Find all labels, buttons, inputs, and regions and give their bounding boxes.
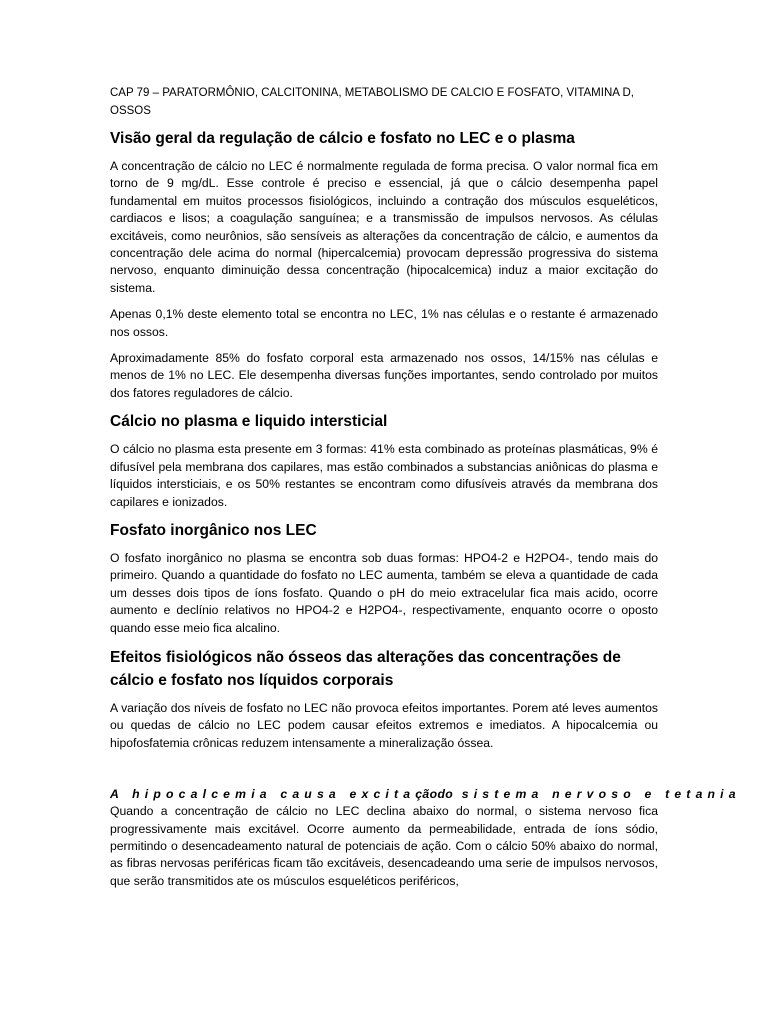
section-overview [110,128,658,402]
emphasis-title-part: A hipocalcemia causa excita [110,787,416,802]
emphasis-title [110,786,741,803]
emphasis-title-part: sistema nervoso e tetania [453,787,741,802]
section-title: Visão geral da regulação de cálcio e fosfato no LEC e o plasma [110,130,575,147]
paragraph: A variação dos níveis de fosfato no LEC não provoca efeitos importantes. Porem até leves aumentos ou quedas de cálcio no LEC podem causar efeitos extremos e imediatos. A hipocalcemia ou hipofosfatemia crônicas reduzem intensamente a mineralização óssea. [110,700,658,750]
document-content [110,84,741,899]
paragraph: Aproximadamente 85% do fosfato corporal esta armazenado nos ossos, 14/15% nas células e menos de 1% no LEC. Ele desempenha diversas funções importantes, sendo controlado por muitos dos fatores reguladores de cálcio. [110,351,658,400]
section-phosphate [110,520,658,637]
paragraph: O fosfato inorgânico no plasma se encontra sob duas formas: HPO4-2 e H2PO4-, tendo mais do primeiro. Quando a quantidade do fosfato no LEC aumenta, também se eleva a quantidade de cada um desses dois tipos de íons fosfato. Quando o pH do meio extracelular fica mais acido, ocorre aumento e declínio relativos no HPO4-2 e H2PO4-, respectivamente, enquanto ocorre o oposto quando esse meio fica alcalino. [110,550,658,635]
chapter-header: CAP 79 – PARATORMÔNIO, CALCITONINA, METABOLISMO DE CALCIO E FOSFATO, VITAMINA D, OSSOS [110,87,634,117]
paragraph: Apenas 0,1% deste elemento total se encontra no LEC, 1% nas células e o restante é armazenado nos ossos. [110,307,658,339]
paragraph: O cálcio no plasma esta presente em 3 formas: 41% esta combinado as proteínas plasmáticas, 9% é difusível pela membrana dos capilares, mas estão combinados a substancias aniônicas do plasma e líquidos intersticiais, e os 50% restantes se encontram como difusíveis através da membrana dos capilares e ionizados. [110,442,658,509]
paragraph: Quando a concentração de cálcio no LEC declina abaixo do normal, o sistema nervoso fica progressivamente mais excitável. Ocorre aumento da permeabilidade, entrada de íons sódio, permitindo o desencadeamento natural de potenciais de ação. Com o cálcio 50% abaixo do normal, as fibras nervosas periféricas ficam tão excitáveis, desencadeando uma serie de impulsos nervosos, que serão transmitidos ate os músculos esqueléticos periféricos, [110,804,658,888]
section-non-bone-effects [110,646,658,752]
section-title: Efeitos fisiológicos não ósseos das alterações das concentrações de cálcio e fosfato nos líquidos corporais [110,648,621,689]
emphasis-title-part: çãodo [415,787,454,802]
section-hypocalcemia [110,786,741,890]
section-title: Fosfato inorgânico nos LEC [110,521,317,539]
section-title: Cálcio no plasma e liquido intersticial [110,413,388,431]
section-calcium-plasma [110,411,658,511]
paragraph: A concentração de cálcio no LEC é normalmente regulada de forma precisa. O valor normal fica em torno de 9 mg/dL. Esse controle é preciso e essencial, já que o cálcio desempenha papel fundamental em muitos processos fisiológicos, incluindo a contração dos músculos esqueléticos, cardiacos e lisos; a coagulação sanguínea; e a transmissão de impulsos nervosos. As células excitáveis, como neurônios, são sensíveis as alterações da concentração de cálcio, e aumentos da concentração dele acima do normal (hipercalcemia) provocam depressão progressiva do sistema nervoso, enquanto diminuição dessa concentração (hipocalcemica) induz a maior excitação do sistema. [110,159,658,295]
